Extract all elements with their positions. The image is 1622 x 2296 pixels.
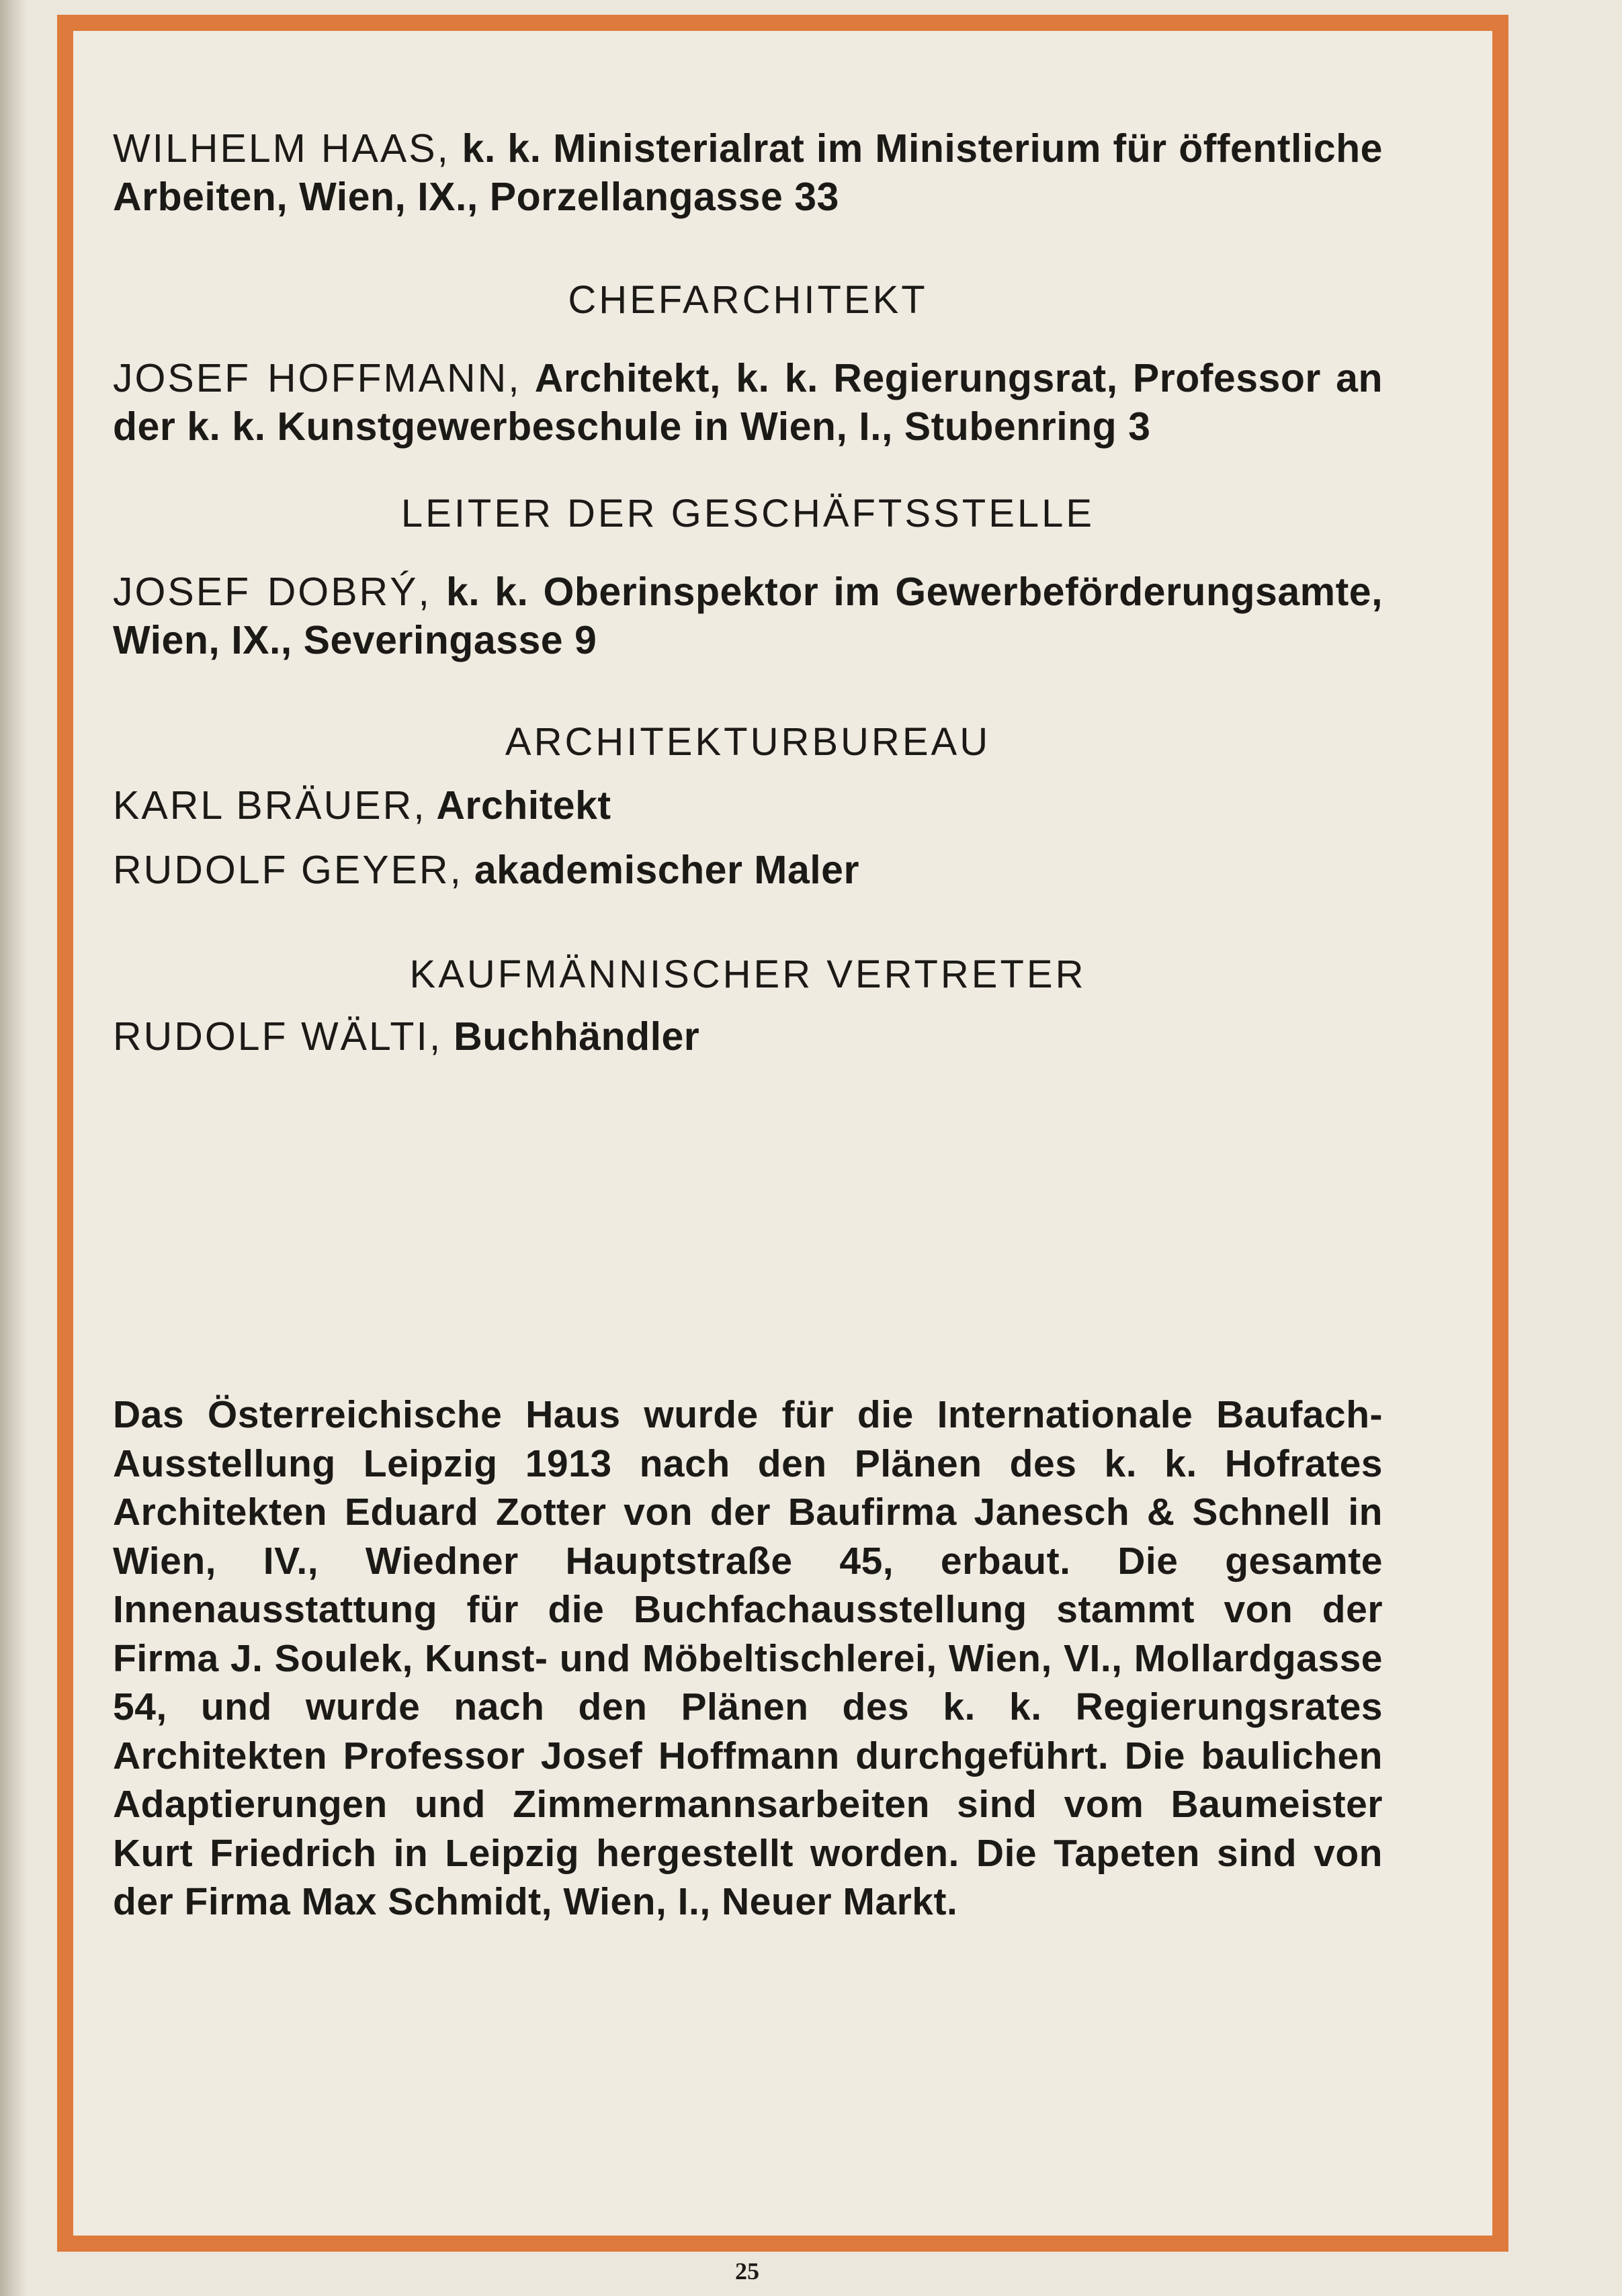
heading-chefarchitekt: CHEFARCHITEKT — [568, 278, 928, 322]
personnel-list — [113, 124, 1383, 1061]
entry-braeuer — [113, 781, 1383, 830]
entry-name: WILHELM HAAS, — [113, 126, 450, 171]
body-paragraph: Das Österreichische Haus wurde für die Internationale Baufach-Ausstellung Leipzig 1913 nach den Plänen des k. k. Hofrates Architekten Eduard Zotter von der Baufirma Janesch & Schnell in Wien, IV., Wiedner Hauptstraße 45, erbaut. Die gesamte Innenausstattung für die Buchfachausstellung stammt von der Firma J. Soulek, Kunst- und Möbeltischlerei, Wien, VI., Mollardgasse 54, und wurde nach den Plänen des k. k. Regierungsrates Architekten Professor Josef Hoffmann durchgeführt. Die baulichen Adaptierungen und Zimmermannsarbeiten sind vom Baumeister Kurt Friedrich in Leipzig hergestellt worden. Die Tapeten sind von der Firma Max Schmidt, Wien, I., Neuer Markt. — [113, 1393, 1383, 1923]
entry-waelti — [113, 1012, 1383, 1061]
entry-name: KARL BRÄUER, — [113, 783, 427, 828]
entry-text: akademischer Maler — [474, 848, 859, 892]
entry-text: k. k. Ministerialrat im Ministerium für öffentliche Arbeiten, Wien, IX., Porzellangasse 33 — [113, 126, 1383, 219]
heading-leiter: LEITER DER GESCHÄFTSSTELLE — [400, 492, 1095, 535]
entry-text: Architekt, k. k. Regierungsrat, Professor an der k. k. Kunstgewerbeschule in Wien, I., Stubenring 3 — [113, 356, 1383, 449]
entry-geyer — [113, 846, 1383, 894]
spine-shadow — [0, 0, 27, 2296]
entry-text: Architekt — [436, 783, 611, 828]
entry-hoffmann — [113, 354, 1383, 451]
page-number: 25 — [735, 2258, 759, 2285]
entry-text: k. k. Oberinspektor im Gewerbeförderungsamte, Wien, IX., Severingasse 9 — [113, 570, 1383, 662]
entry-haas — [113, 124, 1383, 221]
heading-architekturbureau: ARCHITEKTURBUREAU — [505, 720, 991, 764]
heading-kaufmaennischer-vertreter: KAUFMÄNNISCHER VERTRETER — [409, 953, 1086, 996]
entry-text: Buchhändler — [454, 1014, 700, 1059]
entry-name: JOSEF HOFFMANN, — [113, 356, 521, 400]
entry-name: JOSEF DOBRÝ, — [113, 570, 431, 614]
entry-name: RUDOLF GEYER, — [113, 848, 463, 892]
entry-name: RUDOLF WÄLTI, — [113, 1014, 443, 1059]
entry-dobry — [113, 568, 1383, 664]
